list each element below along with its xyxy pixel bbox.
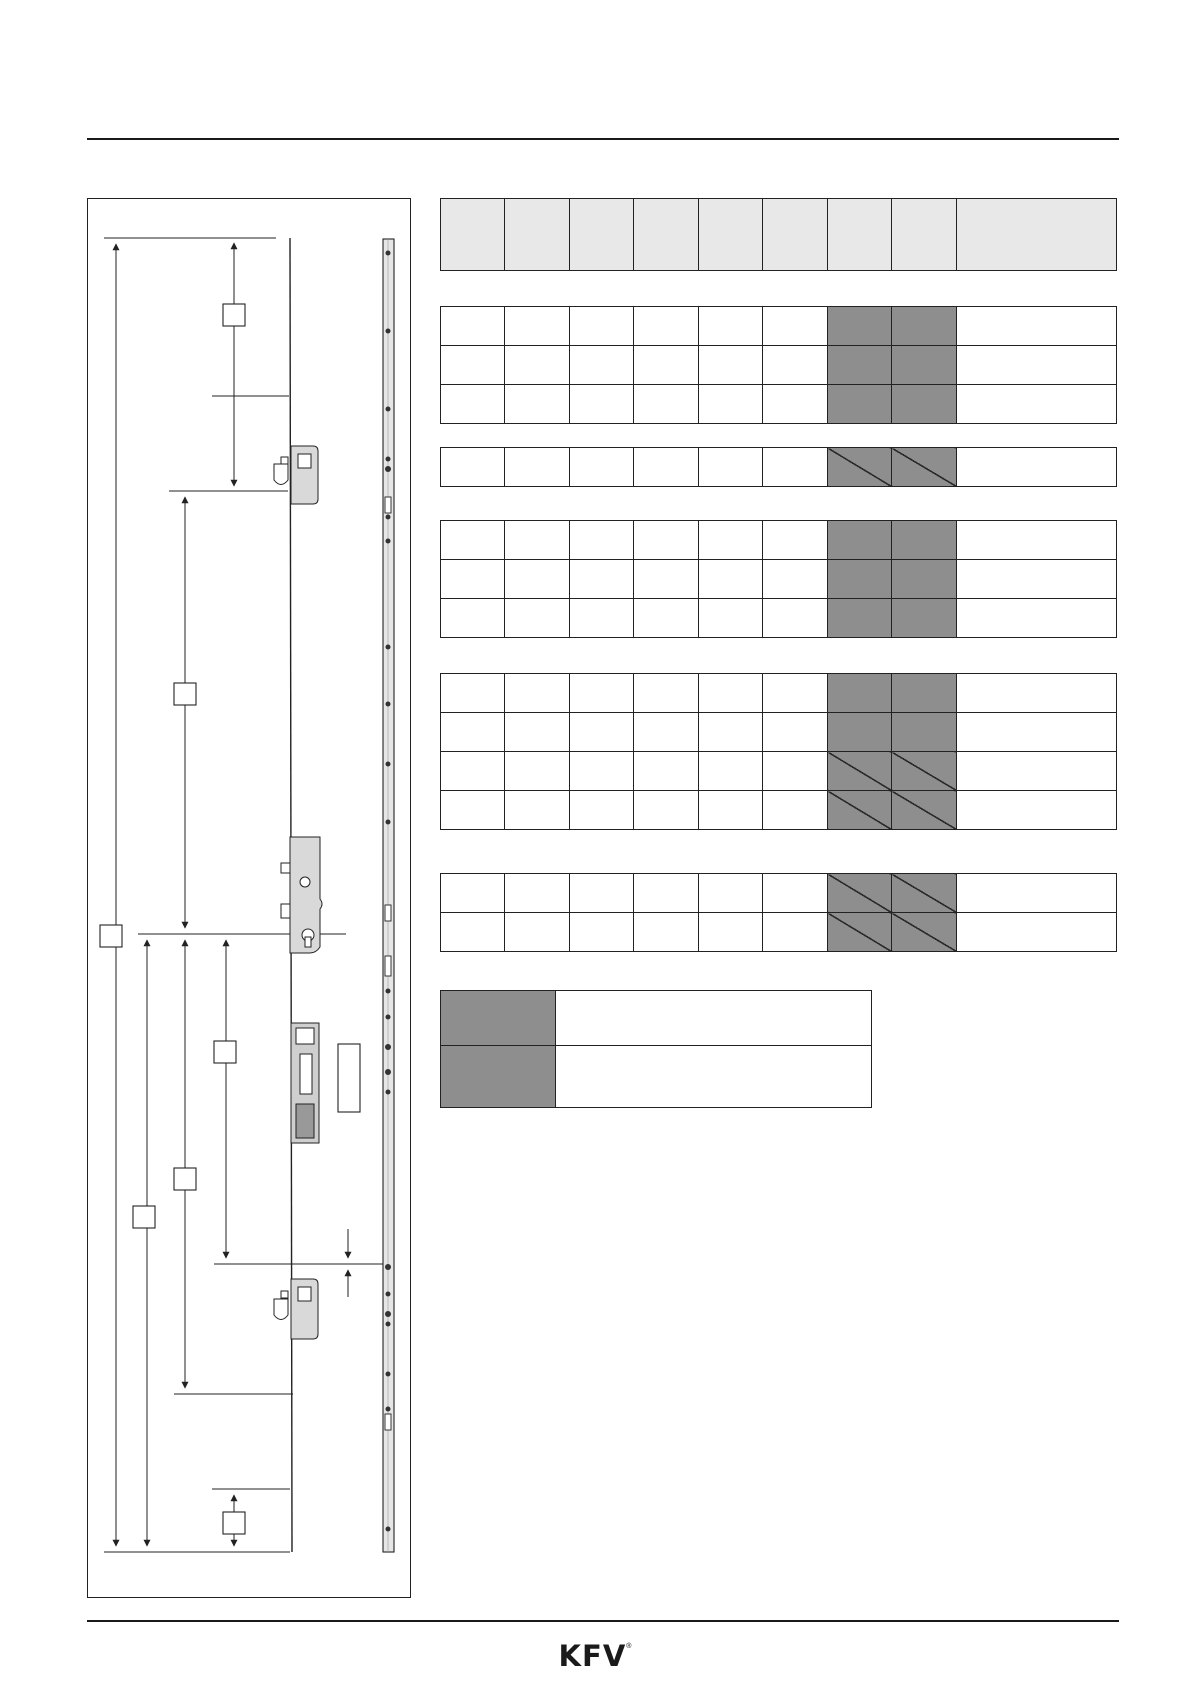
spec-cell [570,385,634,424]
spec-cell [505,346,570,385]
not-available-cell [828,448,892,487]
legend-table [440,990,872,1108]
spec-cell [441,346,505,385]
spec-cell [441,599,505,638]
spec-cell [957,599,1117,638]
available-cell [828,599,892,638]
not-available-cell [892,752,957,791]
spec-cell [699,560,763,599]
not-available-cell [828,874,892,913]
header-cell [763,199,828,271]
spec-cell [957,913,1117,952]
header-cell [505,199,570,271]
spec-cell [763,521,828,560]
spec-row [441,307,1117,346]
spec-cell [957,713,1117,752]
header-cell [441,199,505,271]
spec-row [441,874,1117,913]
spec-cell [699,385,763,424]
spec-cell [441,521,505,560]
not-available-cell [828,913,892,952]
available-cell [828,560,892,599]
spec-table-header [440,198,1117,271]
spec-group [440,673,1117,830]
spec-cell [441,913,505,952]
spec-cell [634,674,699,713]
spec-cell [763,791,828,830]
spec-cell [570,307,634,346]
spec-cell [763,599,828,638]
spec-cell [634,599,699,638]
spec-cell [699,913,763,952]
available-cell [828,521,892,560]
spec-cell [957,448,1117,487]
not-available-cell [892,913,957,952]
legend-text [556,991,872,1046]
legend-row [441,1046,872,1108]
spec-cell [570,674,634,713]
spec-cell [763,713,828,752]
spec-cell [505,599,570,638]
header-cell [699,199,763,271]
spec-cell [699,346,763,385]
spec-cell [441,791,505,830]
spec-cell [763,385,828,424]
spec-row [441,448,1117,487]
legend-row [441,991,872,1046]
available-cell [892,560,957,599]
spec-cell [699,874,763,913]
spec-row [441,346,1117,385]
spec-cell [634,913,699,952]
spec-group [440,520,1117,638]
spec-cell [763,874,828,913]
spec-cell [763,560,828,599]
spec-cell [957,521,1117,560]
available-cell [892,307,957,346]
legend-swatch [441,991,556,1046]
spec-cell [634,521,699,560]
spec-cell [699,713,763,752]
available-cell [892,674,957,713]
spec-cell [634,385,699,424]
spec-cell [441,560,505,599]
spec-row [441,752,1117,791]
available-cell [828,346,892,385]
spec-row [441,521,1117,560]
spec-cell [441,752,505,791]
spec-cell [957,346,1117,385]
spec-cell [505,913,570,952]
available-cell [892,385,957,424]
available-cell [828,307,892,346]
spec-cell [957,874,1117,913]
kfv-logo [520,1636,670,1676]
spec-cell [505,713,570,752]
not-available-cell [828,791,892,830]
spec-cell [570,560,634,599]
spec-cell [763,307,828,346]
spec-cell [570,752,634,791]
spec-cell [570,448,634,487]
spec-cell [634,713,699,752]
spec-cell [505,791,570,830]
header-cell [828,199,892,271]
spec-cell [505,752,570,791]
not-available-cell [892,874,957,913]
spec-cell [570,791,634,830]
spec-cell [957,752,1117,791]
not-available-cell [892,448,957,487]
spec-cell [699,791,763,830]
spec-cell [570,346,634,385]
spec-cell [570,521,634,560]
spec-cell [505,521,570,560]
spec-cell [570,913,634,952]
spec-cell [763,752,828,791]
spec-cell [570,874,634,913]
available-cell [892,599,957,638]
available-cell [828,674,892,713]
legend-text [556,1046,872,1108]
spec-cell [699,752,763,791]
spec-cell [505,385,570,424]
spec-row [441,674,1117,713]
header-cell [570,199,634,271]
spec-row [441,713,1117,752]
spec-cell [634,346,699,385]
spec-cell [634,752,699,791]
spec-cell [570,599,634,638]
spec-cell [957,560,1117,599]
spec-cell [505,674,570,713]
lock-assembly-drawing [87,198,411,1598]
spec-cell [763,346,828,385]
spec-cell [957,791,1117,830]
spec-cell [634,307,699,346]
spec-row [441,913,1117,952]
top-rule [87,138,1119,140]
spec-row [441,560,1117,599]
legend-swatch [441,1046,556,1108]
header-cell [892,199,957,271]
spec-row [441,791,1117,830]
header-cell [957,199,1117,271]
spec-cell [763,448,828,487]
logo-text: KFV [558,1639,627,1673]
available-cell [828,385,892,424]
spec-row [441,385,1117,424]
spec-cell [505,874,570,913]
registered-mark: ® [626,1643,632,1650]
spec-cell [505,307,570,346]
not-available-cell [892,791,957,830]
available-cell [892,346,957,385]
spec-group [440,447,1117,487]
spec-cell [505,560,570,599]
spec-row [441,599,1117,638]
spec-cell [699,599,763,638]
spec-group [440,306,1117,424]
available-cell [892,713,957,752]
spec-cell [699,448,763,487]
spec-cell [957,674,1117,713]
spec-cell [441,385,505,424]
spec-cell [634,791,699,830]
spec-cell [505,448,570,487]
spec-cell [763,674,828,713]
spec-cell [957,307,1117,346]
spec-cell [957,385,1117,424]
spec-cell [634,448,699,487]
spec-cell [763,913,828,952]
spec-cell [441,448,505,487]
available-cell [828,713,892,752]
available-cell [892,521,957,560]
spec-cell [634,874,699,913]
spec-cell [699,674,763,713]
spec-group [440,873,1117,952]
spec-cell [634,560,699,599]
spec-cell [699,521,763,560]
spec-cell [570,713,634,752]
spec-cell [441,307,505,346]
spec-cell [699,307,763,346]
spec-cell [441,874,505,913]
spec-cell [441,674,505,713]
bottom-rule [87,1620,1119,1622]
header-cell [634,199,699,271]
spec-cell [441,713,505,752]
not-available-cell [828,752,892,791]
header-row [441,199,1117,271]
